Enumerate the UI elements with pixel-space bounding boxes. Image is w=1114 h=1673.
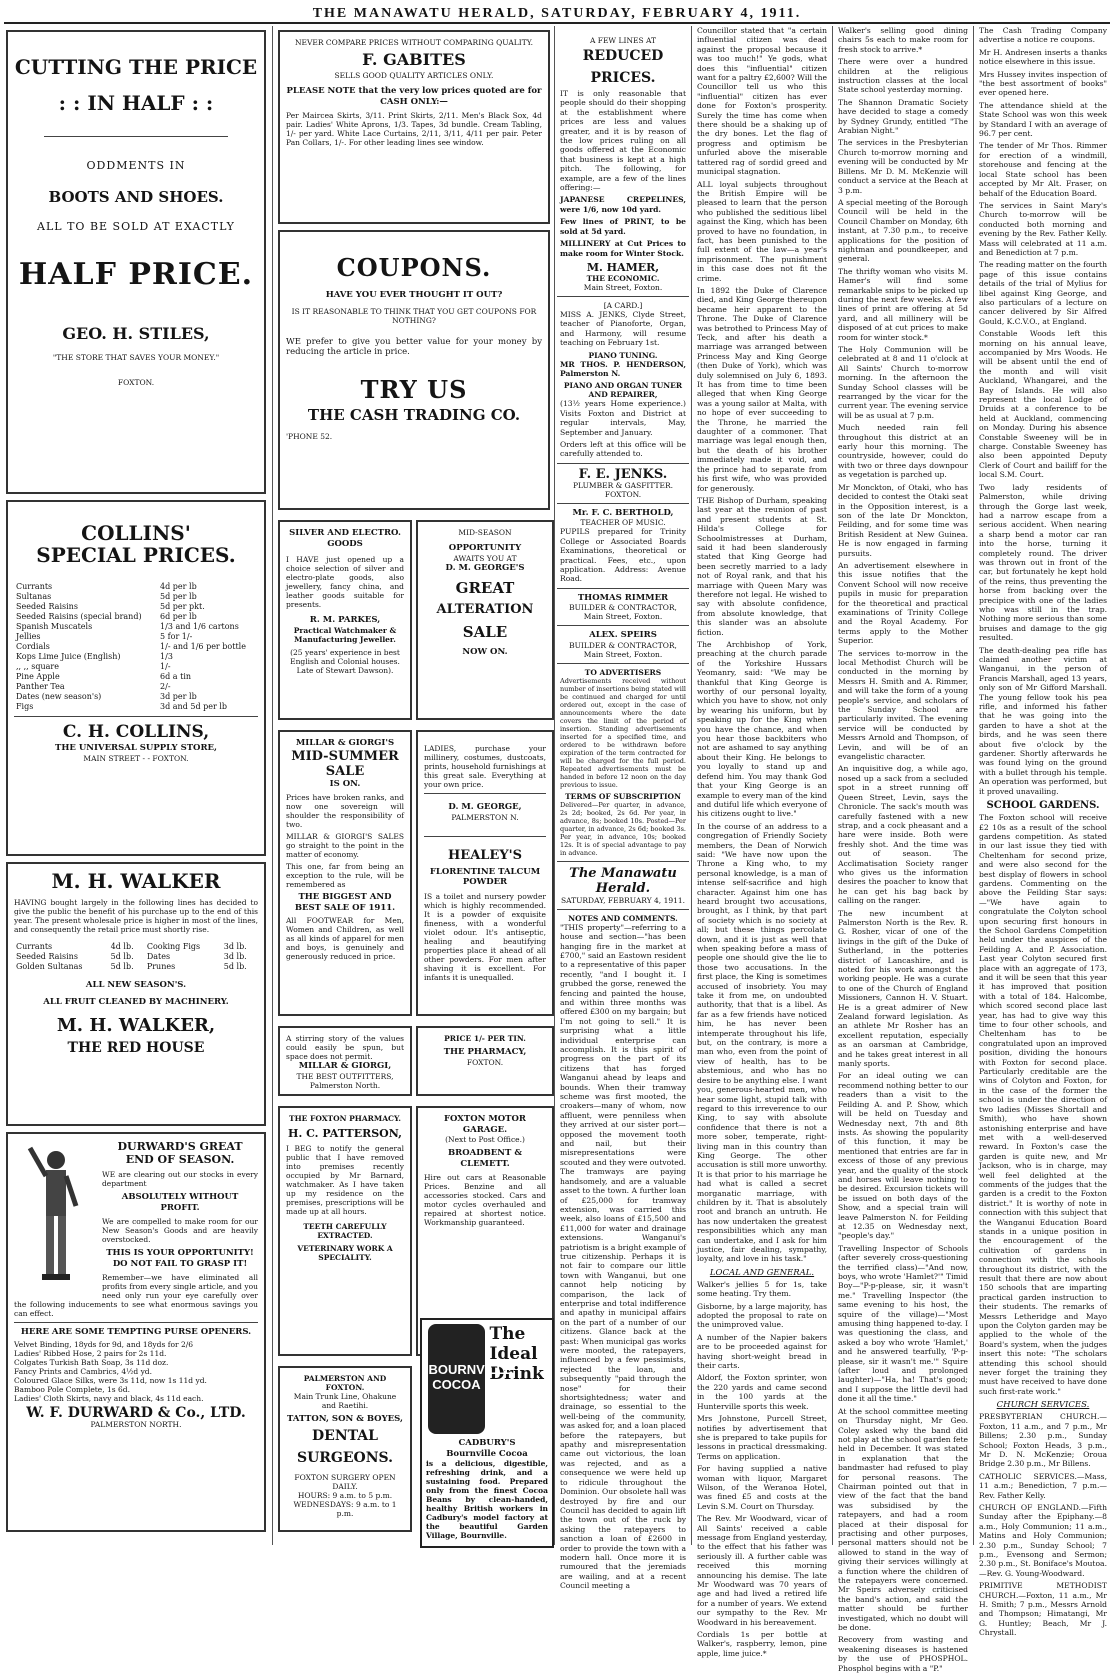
item-price: 3d per lb [160,692,197,701]
column-rule [272,26,273,1545]
text: OPPORTUNITY [448,543,522,553]
item-price: 6d a tin [160,672,192,681]
text: ABSOLUTELY WITHOUT PROFIT. [121,1192,239,1213]
divider [424,793,546,794]
article-paragraph: The Shannon Dramatic Society have decided to stage a comedy by Sydney Grundy, entitled "The Arabian Night." [838,97,968,136]
advert-body: Per Maircea Skirts, 3/11. Print Skirts, 2/11. Men's Black Sox, 4d pair. Ladies' White Aprons, 1/3. Tapes, 3d bundle. Cream Tabling, 1/- per yard. White Lace Curtains, 2/11, 3/11, 4/11 per pair. Peter Pan Collars, 1/-. For other leading lines see window. [286,111,542,147]
article-paragraph: Ladies' Cloth Skirts, navy and black, 4s 11d each. [14,1393,204,1403]
notice-body: Delivered—Per quarter, in advance, 2s 2d; booked, 2s 6d. Per year, in advance, 8s; booked 10s. Posted—Per quarter, in advance, 2s 6d; booked 3s. Per year, in advance, 10s; booked 12s. It is of special advantage to pay in advance. [560,800,686,857]
headline: REDUCED PRICES. [582,48,664,86]
item-price: 3d and 5d per lb [160,702,228,711]
item-price: 1/3 [160,652,173,661]
headline: FLORENTINE TALCUM POWDER [429,866,541,887]
item-price: 5d lb. [110,962,134,971]
address: Main Street, Foxton. [583,649,663,659]
price-row [14,962,258,972]
headline: COUPONS. [336,253,492,282]
text: NOW ON. [462,647,508,657]
slogan: "THE STORE THAT SAVES YOUR MONEY." [52,353,220,362]
text: (Next to Post Office.) [445,1135,525,1144]
text: TEACHER OF MUSIC. [580,518,666,528]
address: Main Street, Foxton. [583,282,663,292]
item-name: Prunes [146,962,176,971]
date: SATURDAY, FEBRUARY 4, 1911. [560,895,686,905]
column-3 [557,26,689,1591]
advert-body: WE are clearing out our stocks in every department [102,1170,258,1188]
headline: HERE ARE SOME TEMPTING PURSE OPENERS. [20,1327,252,1337]
article-paragraph: Fancy Prints and Cambrics, 4½d yd. [14,1366,152,1376]
section-heading: NOTES AND COMMENTS. [568,913,678,923]
advert-body: A stirring story of the values could easily be spun, but space does not permit. [286,1034,404,1061]
offer-list [14,1340,258,1403]
item-price: 3d lb. [223,942,247,951]
item-name: Spanish Muscatels [16,622,93,631]
text: BUILDER & CONTRACTOR, [569,640,677,650]
section-heading: SCHOOL GARDENS. [986,800,1100,812]
item-name: Golden Sultanas [16,962,83,971]
article-paragraph: Gisborne, by a large majority, has adopted the proposal to rate on the unimproved value. [697,1301,827,1330]
headline: : : IN HALF : : [58,91,214,115]
text: VETERINARY WORK A SPECIALITY. [297,1244,393,1262]
text: PIANO TUNING. [588,350,658,360]
divider [557,588,689,589]
divider [557,463,689,464]
article-paragraph: An advertisement elsewhere in this issue notifies that the Convent School will now receive pupils in music for preparation for the theoretical and practical examinations of Trinity College and the Royal Academy. For terms apply to the Mother Superior. [838,560,968,646]
price-row [14,622,258,632]
section-heading: CHURCH SERVICES. [996,1400,1090,1411]
headline: COLLINS' [81,521,191,545]
text: THE ECONOMIC. [586,273,660,283]
divider [557,909,689,910]
text: ODDMENTS IN [86,159,186,172]
text: THE BEST OUTFITTERS, Palmerston North. [296,1071,394,1090]
brand-label: BOURNVILLE COCOA [428,1362,513,1392]
item-name: Seeded Raisins (special brand) [16,612,142,621]
article-paragraph: The Holy Communion will be celebrated at 8 and 11 o'clock at All Saints' Church to-morrow morning. In the afternoon the Sunday School classes will be rearranged by the vicar for the current year. The evening service will be as usual at 7 p.m. [838,345,968,420]
price: PRICE 1/- PER TIN. [444,1034,526,1043]
advertiser-name: F. E. JENKS. [578,466,668,482]
item-price: 3d lb. [223,952,247,961]
slogan: Drink [489,1364,544,1384]
text: IS IT REASONABLE TO THINK THAT YOU GET COUPONS FOR NOTHING? [291,306,537,325]
parkes-advert [278,520,412,720]
text: THIS IS YOUR OPPORTUNITY! DO NOT FAIL TO GRASP IT! [106,1248,254,1269]
article-paragraph: CATHOLIC SERVICES.—Mass, 11 a.m.; Benediction, 7 p.m.—Rev. Father Kelly. [979,1471,1107,1500]
text: Practical Watchmaker & Manufacturing Jeweller. [293,625,397,644]
price-row [14,662,258,672]
item-price: 4d lb. [110,942,134,951]
item-name: Pine Apple [16,672,60,681]
article-paragraph: Bamboo Pole Complete, 1s 6d. [14,1384,130,1394]
advert-body: MILLAR & GIORGI'S SALES go straight to the point in the matter of economy. [286,832,404,859]
headline: SALE [462,623,508,641]
article-paragraph: Walker's jellies 5 for 1s, take some heating. Try them. [697,1279,827,1299]
phone: 'PHONE 52. [286,431,333,441]
advertiser-name: D. M. GEORGE, [448,802,522,812]
advert-body: All FOOTWEAR for Men, Women and Children, as well as all kinds of apparel for men and boys, is genuinely and generously reduced in price. [286,916,404,961]
article-paragraph: An inquisitive dog, a while ago, nosed up a sack from a secluded spot in a street running off Queen Street, Levin, says the Chronicle. The sack's mouth was carefully fastened with a new strap, and a cock pheasant and a hare were inside. Both were freshly shot. And the time was out of season. The Acclimatisation Society ranger who gives us the information desires the poacher to know that he can get his bag back by calling on the ranger. [838,764,968,906]
cadbury-advert [420,1318,554,1548]
article-paragraph: The tender of Mr Thos. Rimmer for erection of a windmill, storehouse and fencing at the local State school has been accepted by Mr Alt. Fraser, on behalf of the Education Board. [979,141,1107,198]
item-name: Dates (new season's) [16,692,102,701]
offer: Few lines of PRINT, to be sold at 5d yard. [560,217,686,236]
divider [14,1322,258,1323]
column-6 [976,26,1110,1638]
brand-name: CADBURY'S [458,1438,516,1448]
text: MID-SEASON [458,528,512,537]
price-list [14,582,258,712]
article-paragraph: Coloured Glace Silks, were 3s 11d, now 1s 11d yd. [14,1375,207,1385]
text: PALMERSTON AND FOXTON. [303,1374,387,1392]
article-paragraph: There were over a hundred children at the religious instruction classes at the local State school yesterday morning. [838,57,968,95]
article-paragraph: Recovery from wasting and weakening diseases is hastened by the use of PHOSPHOL. Phosphol begins with a "P." [838,1635,968,1673]
town: FOXTON. [604,489,642,499]
article-paragraph: At the school committee meeting on Thursday night, Mr Geo. Coley asked why the band did not play at the school garden fete held in December. It was stated in explanation that the bandmaster had refused to play for personal reasons. The Chairman pointed out that in view of the fact that the band was subsidised by the ratepayers, and had a room placed at their disposal for practising and other purposes, personal matters should not be allowed to stand in the way of giving their services willingly at a function where the children of the ratepayers were concerned. Mr Speirs adversely criticised the band's action, and said the matter should be further investigated, which no doubt will be done. [838,1406,968,1633]
advertiser-name: M. H. WALKER, [56,1015,216,1036]
offer: MILLINERY at Cut Prices to make room for Winter Stock. [560,239,686,258]
masthead [4,2,1110,24]
headline: GREAT [455,579,515,597]
store-name: THE UNIVERSAL SUPPLY STORE, [55,743,217,753]
advert-body: WE prefer to give you better value for your money by reducing the article in price. [286,336,542,357]
advert-body: IT is only reasonable that people should do their shopping at the establishment where prices are less and values greater, and it is by reason of the low prices ruling on all goods offered at the Economic that business is kept at a high pitch. The following, for example, are a few of the lines offering:— [560,89,686,193]
address: Main Street, Foxton. [583,612,663,622]
column-1 [4,26,268,1545]
advert-body: Prices have broken ranks, and now one sovereign will shoulder the responsibility of two. [286,793,404,829]
address: MAIN STREET - - FOXTON. [83,753,189,763]
church-services-list [976,1412,1110,1637]
divider [557,663,689,664]
item-name: Dates [146,952,171,961]
headline: M. H. WALKER [51,869,221,893]
text: AWAITS YOU AT [453,553,517,563]
article-paragraph: A special meeting of the Borough Council will be held in the Council Chamber on Monday, 6th instant, at 7.30 p.m., to receive applications for the position of nightman and poundkeeper, and general. [838,197,968,264]
text: TO ADVERTISERS [584,667,662,677]
advertiser-name: H. C. PATTERSON, [288,1127,402,1140]
article-paragraph: CHURCH OF ENGLAND.—Fifth Sunday after the Epiphany.—8 a.m., Holy Communion; 11 a.m., Matins and Holy Communion; 2.30 p.m., Sunday School; 7 p.m., Evensong and Sermon; 2.30 p.m., St. Boniface's Moutoa.—Rev. G. Young-Woodward. [979,1502,1107,1578]
advert-body: PUPILS prepared for Trinity College or Associated Boards Examinations, theoretical or practical. Fees, etc., upon application. Address: Avenue Road. [560,527,686,584]
divider [14,716,258,717]
text: BUILDER & CONTRACTOR, [569,603,677,613]
headline: SILVER AND ELECTRO. GOODS [289,528,401,549]
article-paragraph: Two lady residents of Palmerston, while driving through the Gorge last week, had a narrow escape from a serious accident. When nearing a sharp bend a motor car ran into the horse, turning it completely round. The driver was thrown out in front of the car, but fortunately he kept hold of the reins, thus preventing the horse from backing over the precipice with one of the ladies who was still in the trap. Nothing more serious than some bruises and damage to the gig resulted. [979,482,1107,643]
advertiser-name: TATTON, SON & BOYES, [287,1414,403,1424]
advert-body: is a delicious, digestible, refreshing drink, and a sustaining food. Prepared only from the finest Cocoa Beans by clean-handed, healthy British workers in Cadbury's model factory at the beautiful Garden Village, Bournville. [426,1459,548,1540]
text: IS ON. [329,778,361,789]
item-name: Seeded Raisins [16,952,78,961]
price-row [14,682,258,692]
article-paragraph: Mr Monckton, of Otaki, who has decided to contest the Otaki seat in the Opposition interest, is a son of the late Dr Monckton, Feilding, and for some time was British Resident at New Guinea. He is now engaged in farming pursuits. [838,482,968,558]
text: ALL FRUIT CLEANED BY MACHINERY. [43,996,229,1007]
article-paragraph: The Cash Trading Company advertise a notice re coupons. [979,26,1107,45]
headline: FOXTON MOTOR GARAGE. [444,1114,526,1135]
article-paragraph: Mrs Hussey invites inspection of "the best assortment of books" ever opened here. [979,69,1107,98]
advert-body: I BEG to notify the general public that I have removed into premises recently occupied by Mr Barnard, watchmaker. As I have taken up my residence on the premises, prescriptions will be made up at all hours. [286,1144,404,1216]
article-paragraph: Travelling Inspector of Schools (after severely cross-questioning the terrified class)—"And now, boys, who wrote 'Hamlet?'" Timid Boy—"P-p-please, sir, it wasn't me." Travelling Inspector (the same evening to his host, the squire of the village)—"Most amusing thing happened to-day. I was questioning the class, and asked a boy who wrote 'Hamlet,' and he answered tearfully, 'P-p-please, sir it wasn't me.'" Squire (after loud and prolonged laughter)—"Ha, ha! That's good; and I suppose the little devil had done it all the time." [838,1243,968,1404]
item-name: Panther Tea [16,682,65,691]
item-price: 1/- [160,662,171,671]
text: TERMS OF SUBSCRIPTION [565,791,681,801]
article-paragraph: The thrifty woman who visits M. Hamer's will find some remarkable snips to be picked up during the next few weeks. A few lines of print are offering at 5d yard, and all millinery will be disposed of at cut prices to make room for winter stock.* [838,266,968,342]
town: PALMERSTON NORTH. [90,1419,182,1429]
item-price: 5d per pkt. [160,602,205,611]
durward-advert [6,1132,266,1532]
item-price: 2/- [160,682,171,691]
article-paragraph: The attendance shield at the State School was won this week by Standard I with an average of 96.7 per cent. [979,100,1107,139]
millar-giorgi-advert [278,730,412,1016]
article-paragraph: THE Bishop of Durham, speaking last year at the reunion of past and present students at St. Hilda's College for Schoolmistresses at Durham, said it had been slanderously stated that King George had been secretly married to a lady not of Royal rank, and that his marriage with Queen Mary was therefore not legal. He wished to say with absolute confidence, from absolute knowledge, that this slander was an absolute fiction. [697,495,827,637]
headline: ALTERATION [436,602,534,617]
dental-advert [278,1366,412,1532]
text: Main Trunk Line, Ohakune and Raetihi. [293,1392,397,1410]
article-paragraph: The reading matter on the fourth page of this issue contains details of the trial of Mylius for libel against King George, and also particulars of a lecture on cancer delivered by Sir Alfred Gould, K.C.V.O., at England. [979,260,1107,326]
item-price: 4d per lb [160,582,197,591]
article-paragraph: For having supplied a native woman with liquor, Margaret Wilson, of the Weranoa Hotel, was fined £5 and costs at the Levin S.M. Court on Thursday. [697,1464,827,1511]
advertiser-name: ALEX. SPEIRS [589,630,657,641]
price-row [14,652,258,662]
text: NEVER COMPARE PRICES WITHOUT COMPARING QUALITY. [294,38,534,47]
gabites-advert [278,30,550,224]
text: SELLS GOOD QUALITY ARTICLES ONLY. [334,71,494,80]
article-paragraph: The death-dealing pea rifle has claimed another victim at Wanganui, in the person of Francis Marshall, aged 13 years, only son of Mr Gifford Marshall. The young fellow took his pea rifle, and informed his father that he was going into the garden to have a shot at the birds, and he was seen there about five o'clock by the gardener. Shortly afterwards he was found lying on the ground with a bullet through his temple. An operation was performed, but it proved unavailing. [979,645,1107,796]
article-paragraph: Colgates Turkish Bath Soap, 3s 11d doz. [14,1357,169,1367]
advertiser-name: Mr. F. C. BERTHOLD, [572,507,674,518]
town: FOXTON. [117,378,155,387]
article-paragraph: ALL loyal subjects throughout the British Empire will be pleased to learn that the person who published the seditious libel against the King, which has been proved to have no foundation, in fact, has been punished to the full extent of the law—a year's imprisonment. The punishment in this case does not fit the crime. [697,179,827,283]
item-name: Currants [16,582,53,591]
headline: DURWARD'S GREAT END OF SEASON. [117,1140,243,1166]
price-list [14,942,258,972]
collins-advert [6,500,266,856]
price-row [14,602,258,612]
advert-body: Hire out cars at Reasonable Prices. Benzine and all accessories stocked. Cars and motor cycles overhauled and repaired at shortest notice. Workmanship guaranteed. [424,1173,546,1227]
text: HAVE YOU EVER THOUGHT IT OUT? [325,290,503,300]
headline: MID-SUMMER SALE [291,748,399,779]
article-paragraph: Ladies' Ribbed Hose, 2 pairs for 2s 11d. [14,1348,167,1358]
price-row [14,952,258,962]
price-row [14,632,258,642]
slogan: Ideal [489,1344,538,1364]
article-paragraph: The Archbishop of York, preaching at the church parade of the Yorkshire Hussars Yeomanry, said: "We may be thankful that King George is worthy of our personal loyalty, which you have to show, not only by wearing his uniform, but by speaking up for the King when you have the chance, and when you hear those backbiters who not are ashamed to say anything about their King. He belongs to you loyally to stand up and defend him. You may thank God that your King George is an example to every man of the kind and dutiful life which everyone of his citizens ought to live." [697,640,827,819]
article-paragraph: The new incumbent at Palmerston North is the Rev. R. G. Rosher, vicar of one of the livings in the gift of the Duke of Sutherland, in the potteries district of Lancashire, and is noted for his work amongst the working people. He was a curate to one of the Church of England Missioners, Cannon H. V. Stuart. He is a great admirer of New Zealand forward legislation. As an athlete Mr Rosher has an excellent reputation, especially as an oarsman at Cambridge, and he takes great interest in all manly sports. [838,908,968,1069]
advert-body: This one, far from being an exception to the rule, will be remembered as [286,862,404,889]
stiles-advert [6,30,266,494]
advertiser-name: MILLAR & GIORGI'S [295,738,395,748]
item-price: 5d per lb [160,592,197,601]
advertiser-name: C. H. COLLINS, [62,722,210,742]
headline: HALF PRICE. [18,257,254,292]
column-4 [694,26,830,1658]
advertiser-name: W. F. DURWARD & Co., LTD. [26,1404,246,1421]
advertiser-name: MILLAR & GIORGI, [298,1061,392,1071]
article-paragraph: Mrs Johnstone, Purcell Street, notifies by advertisement that she is prepared to take pupils for lessons in practical dressmaking. Terms on application. [697,1414,827,1461]
price-row [14,612,258,622]
soldier-illustration [16,1142,96,1292]
item-name: Jellies [16,632,41,641]
text: TEETH CAREFULLY EXTRACTED. [303,1222,387,1240]
george-advert-continued [416,730,554,1016]
advert-row [276,1022,552,1102]
headline: DENTAL SURGEONS. [296,1427,394,1466]
advertiser-name: GEO. H. STILES, [62,324,210,343]
price-row [14,642,258,652]
advertiser-name: D. M. GEORGE'S [445,562,525,573]
divider [424,836,546,837]
price-row [14,942,258,952]
item-price: 5 for 1/- [160,632,193,641]
item-name: Kops Lime Juice (English) [16,652,121,661]
patterson-advert [278,1106,412,1356]
article-paragraph: Councillor stated that "a certain influential citizen was dead against the proposal because it was too much!" Ye gods, what does this "influential" citizen want for a paltry £2,600? Will the Councillor tell us who this "influential" citizen has ever done for Foxton's prosperity. Surely the time has come when there should be a shaking up of the dry bones. Let the flag of progress and optimism be unfurled above the miserable tattered rag of sordid greed and municipal stagnation. [697,26,827,177]
article-paragraph: PRESBYTERIAN CHURCH.—Foxton, 11 a.m., and 7 p.m., Mr Billens; 2.30 p.m., Sunday School; Foxton Heads, 3 p.m., Mr D. N. McKenzie; Oroua Bridge 2.30 p.m., Mr Billens. [979,1412,1107,1469]
item-price: 5d lb. [223,962,247,971]
headline: SPECIAL PRICES. [36,543,236,567]
advertiser-name: THE CASH TRADING CO. [307,405,521,424]
price-row [14,582,258,592]
advert-body: IS a toilet and nursery powder which is highly recommended. It is a powder of exquisite fineness, with a wonderful violet odour. It's antiseptic, healing and beautifying properties place it ahead of all other powders. For men after shaving it is excellent. For infants it is unequalled. [424,891,546,982]
item-price: 1/3 and 1/6 cartons [160,622,239,631]
divider [557,296,689,297]
advertiser-name: THE PHARMACY, [443,1047,527,1057]
town: PALMERSTON N. [451,812,519,822]
article [835,26,971,1673]
text: PLEASE NOTE that the very low prices quoted are for CASH ONLY:— [286,86,542,107]
article-paragraph: The Foxton school will receive £2 10s as a result of the school gardens competition. As stated in our last issue they tied with Cheltenham for second prize, and were also second for the best display of flowers in school gardens. Commenting on the above the Feilding Star says:—"We have again to congratulate the Colyton school upon securing first honours in the School Gardens Competition held under the auspices of the Feilding A. and P. Association. Last year Colyton secured first place with an aggregate of 173, and it will be seen that this year it has improved that position with a total of 184. Halcombe, which scored second place last year, has had to give way this time to four other schools, and Cheltenham has to be congratulated upon an improved position, dividing the honours with Foxton for second place. Particularly creditable are the wins of Colyton and Foxton, for in the case of the former the school is under the direction of two ladies (Misses Shortall and Smith), who have shown astonishing enterprise and have met with a well-deserved reward. In Foxton's case the garden is quite new, and Mr Jackson, who is in charge, may well feel delighted at the comments of the judges that the garden is a credit to the Foxton district." It is worthy of note in connection with this subject that the Wanganui Education Board stands in a unique position in the encouragement of the cultivation of gardens in connection with the schools throughout its district, with the result that there are now about 150 schools that are imparting practical garden instruction to their students. The remarks of Messrs Letheridge and Mayo upon the Colyton garden may be applied to the whole of the Board's system, when the judges insert this note: "The scholars attending this school should never forget the training they must have received to have done such first-rate work." [979,813,1107,1396]
product-name: Bournville Cocoa [446,1448,528,1459]
item-name: Cordials [16,642,50,651]
article-paragraph: Much needed rain fell throughout this district at an early hour this morning. The countryside, however, could do with two or three days downpour as vegetation is parched up. [838,423,968,480]
item-name: Currants [16,942,53,951]
newspaper-title: The Manawatu Herald. [569,865,677,896]
hours: HOURS: 9 a.m. to 5 p.m. [297,1490,393,1500]
advert-body: I HAVE just opened up a choice selection of silver and electro-plate goods, also jewellery, fancy china, and leather goods suitable for presents. [286,555,404,609]
millar-giorgi-footer [278,1026,412,1096]
price-row [14,672,258,682]
advertiser-name: THOMAS RIMMER [577,592,669,603]
article-paragraph: Velvet Binding, 18yds for 9d, and 18yds for 2/6 [14,1339,194,1349]
article-paragraph: In the course of an address to a congregation of Friendly Society members, the Dean of Norwich said: "We have now upon the Throne a King who, to my personal knowledge, is a man of intense self-sacrifice and high character. Against him one has heard brought two accusations, brought, as I think, by that part of society which is no society at all; but these things percolate down, and it is just as well that when speaking before a mass of people one should give the lie to those two accusations. In the first place, the King is sometimes accused of insobriety. You may take it from me, on undoubted authority, that that is a libel. As far as a few friends have noticed him, he has never been intemperate throughout his life, but, on the contrary, is more a man who, even from the point of view of health, has to be abstemious, and who has no desire to be anything else. I want you, generous-hearted men, who hear some light, stupid talk with regard to this irreverence to our King, to say with absolute confidence that there is not a more sober, temperate, right-living man in this country than King George. The other accusation is still more unworthy. It is that prior to his marriage he had what is called a secret morganatic marriage, with children by it. That is absolutely root and branch an untruth. He has now undertaken the greatest responsibilities which any man can undertake, and I ask for him justice, fair dealing, sympathy, loyalty, and love in his task." [697,821,827,1264]
text: FOXTON SURGERY OPEN DAILY. [294,1472,396,1491]
article-paragraph: Constable Woods left this morning on his annual leave, accompanied by Mrs Woods. He will be absent until the end of the month and will visit Auckland, Whangarei, and the Bay of Islands. He will also represent the local Lodge of Druids at a conference to be held at Auckland, commencing on Monday. During his absence Constable Sweeney will be in charge. Constable Sweeney has also been appointed Deputy Clerk of Court and bailiff for the local S.M. Court. [979,329,1107,480]
column-rule [691,26,692,1545]
advert-body: HAVING bought largely in the following lines has decided to give the public the benefit of his purchase up to the end of this year. The present wholesale price is higher in most of the lines, and consequently the retail price must shortly rise. [14,898,258,934]
advert-body: Orders left at this office will be carefully attended to. [560,439,686,459]
article-paragraph: PRIMITIVE METHODIST CHURCH.—Foxton, 11 a.m., Mr H. Smith; 7 p.m., Messrs Arnold and Thompson; Himatangi, Mr G. Huntley; Beach, Mr J. Chrystall. [979,1581,1107,1638]
advertiser-name: R. M. PARKES, [309,615,381,625]
article-paragraph: The Rev. Mr Woodward, vicar of All Saints' received a cable message from England yesterday, to the effect that his father was seriously ill. A further cable was received this morning announcing his demise. The late Mr Woodward was 70 years of age and had lived a retired life for a number of years. We extend our sympathy to the Rev. Mr Woodward in his bereavement. [697,1514,827,1627]
text: (25 years' experience in best English and Colonial houses. Late of Stewart Dawson). [290,647,400,675]
cadbury-top [422,1320,552,1438]
headline: CUTTING THE PRICE [14,55,258,79]
text: A FEW LINES AT [589,36,657,45]
notice-body: Advertisements received without number of insertions being stated will be continued and charged for until ordered out, except in the case of announcements where the date covers the limit of the period of insertion. Standing advertisements inserted for a specified time, and ordered to be withdrawn before expiration of the term contracted for will be charged for the full period. Repeated advertisements must be handed in before 12 noon on the day previous to issue. [560,676,686,789]
soldier-icon [16,1142,96,1292]
advert-body: MISS A. JENKS, Clyde Street, teacher of Pianoforte, Organ, and Harmony, will resume teaching on February 1st. [560,309,686,348]
article [557,923,689,1591]
article-paragraph: Mr H. Andresen inserts a thanks notice elsewhere in this issue. [979,47,1107,67]
advertiser-name: F. GABITES [362,50,466,69]
column-rule [832,26,833,1545]
headline: HEALEY'S [448,847,522,863]
item-name: ,, ,, square [16,662,59,671]
text: BOOTS AND SHOES. [48,188,224,206]
article-paragraph: For an ideal outing we can recommend nothing better to our readers than a visit to the Feilding A. and P. Show, which will be held on Tuesday and Wednesday next, 7th and 8th insts. As showing the popularity of this function, it may be mentioned that entries are far in excess of those of any previous year, and the quality of the stock and horses will leave nothing to be desired. Excursion tickets will be issued on both days of the Show, and a special train will leave Palmerston N. for Feilding at 12.35 on Wednesday next, "people's day." [838,1071,968,1241]
item-name: Cooking Figs [146,942,201,951]
masthead-title: THE MANAWATU HERALD, SATURDAY, FEBRUARY 4, 1911. [312,6,802,21]
offer: JAPANESE CREPELINES, were 1/6, now 10d yard. [560,195,686,214]
advertiser-name: M. HAMER, [586,260,660,274]
price-row [14,702,258,712]
article-paragraph: Cordials 1s per bottle at Walker's, raspberry, lemon, pine apple, lime juice.* [697,1630,827,1658]
article [694,26,830,1264]
article-paragraph: The services in the Presbyterian Church to-morrow morning and evening will be conducted by Mr Billens. Mr D. M. McKenzie will conduct a service at the Beach at 3 p.m. [838,138,968,195]
slogan-block [489,1324,545,1434]
article-paragraph: In 1892 the Duke of Clarence died, and King George thereupon became heir apparent to the Throne. The Duke of Clarence was betrothed to Princess May of Teck, and after his death a marriage was arranged between Princess May and King George (then Duke of York), which was duly solemnised on July 6, 1893. It has from time to time been alleged that when King George was a young sailor at Malta, with no hope of ever succeeding to the Throne, he married the daughter of a commoner. That marriage was legal enough then, but the death of his brother immediately made it void, and the prince had to separate from his first wife, who was provided for generously. [697,285,827,493]
column-rule [973,26,974,1545]
walker-advert [6,862,266,1126]
divider [44,136,228,137]
george-advert [416,520,554,720]
text: PIANO AND ORGAN TUNER AND REPAIRER, [563,381,683,400]
article-paragraph: The services to-morrow in the local Methodist Church will be conducted in the morning by Messrs H. Smith and A. Rimmer, and will take the form of a young people's service, and scholars of the Sunday School are particularly invited. The evening service will be conducted by Messrs Arnold and Thompson, of Levin, and will be of an evangelistic character. [838,648,968,762]
town: FOXTON. [466,1057,504,1067]
cash-trading-advert [278,230,550,510]
column-rule [554,26,555,1545]
item-price: 5d lb. [110,952,134,961]
article [976,26,1110,796]
advert-body: LADIES, purchase your millinery, costumes, dustcoats, prints, household furnishings at this great sale. Everything at your own price. [424,744,546,789]
divider [557,861,689,862]
advertiser-name: BROADBENT & CLEMETT. [447,1148,522,1169]
divider [557,503,689,504]
headline: TRY US [360,374,468,404]
item-price: 1/- and 1/6 per bottle [160,642,246,651]
article [694,1280,830,1658]
article-paragraph: "THIS property"—referring to a house and section—"has been hanging fire in the market at £700," said an Eastown resident to a representative of this paper recently, "and I bought it. I grubbed the gorse, renewed the fencing and painted the house, and within three months was offered £300 on my bargain; but I'm not going to sell." It is surprising what a little individual enterprise can accomplish. It is this spirit of progress on the part of its citizens that has forged Wanganui ahead by leaps and bounds. When their tramway scheme was first mooted, the croakers—many of whom, now affluent, were penniless when they arrived at our sister port—opposed the movement tooth and nail, but their misrepresentations were scouted and they were outvoted. The tramways are paying handsomely, and are a valuable asset to the town. A further loan of £25,000 for tramway extension, was carried this week, also loans of £15,500 and £11,000 for water and drainage extensions. Wanganui's patriotism is a bright example of true citizenship. Perhaps it is not fair to compare our little town with Wanganui, but one cannot help noticing by comparison, the lack of enterprise and total indifference and apathy in municipal affairs on the part of a number of our citizens. Glance back at the past: When municipal gas works were mooted, the ratepayers, influenced by a few pessimists, rejected the loan, and subsequently "paid through the nose" for their shortsightedness; water and drainage, so essential to the well-being of the community, was asked for, and a loan placed before the ratepayers, but apathy and misrepresentation came out victorious, the loan was rejected, and as a consequence we were held up to ridicule throughout the Dominion. Our obsolete hall was destroyed by fire and our Council has decided to again lift the town out of the ruck by asking the ratepayers to sanction a loan of £2600 in order to provide the town with a modern hall. Once more it is rumoured that the jeremiads are wailing, and at a recent Council meeting a [560,922,686,1591]
divider [557,625,689,626]
article-paragraph: The services in Saint Mary's Church to-morrow will be conducted both morning and evening by the Rev. Father Kelly. Mass will celebrated at 11 a.m. and Benediction at 7 p.m. [979,200,1107,257]
store-name: THE RED HOUSE [67,1040,205,1056]
healey-advert-footer [416,1026,554,1096]
advertiser-name: MR THOS. P. HENDERSON, Palmerston N. [560,359,686,378]
advert-row [276,726,552,1022]
advert-body: (13½ years Home experience.) Visits Foxton and District at regular intervals, May, September and January. [560,399,686,437]
article-paragraph: Aldorf, the Foxton sprinter, won the 220 yards and came second in the 100 yards at the Hunterville sports this week. [697,1373,827,1411]
text: THE FOXTON PHARMACY. [289,1114,401,1123]
hours: WEDNESDAYS: 9 a.m. to 1 p.m. [293,1499,397,1518]
column-5 [835,26,971,1673]
slogan: The [489,1324,526,1344]
item-name: Sultanas [16,592,52,601]
price-row [14,692,258,702]
text: PLUMBER & GASFITTER. [572,480,674,490]
headline: THE BIGGEST AND BEST SALE OF 1911. [294,892,396,913]
price-row [14,592,258,602]
text: [A CARD.] [603,300,643,310]
item-price: 6d per lb [160,612,197,621]
item-name: Figs [16,702,34,711]
article-paragraph: A number of the Napier bakers are to be proceeded against for having short-weight bread in their carts. [697,1332,827,1371]
text: ALL NEW SEASON'S. [85,980,187,990]
article-paragraph: Walker's selling good dining chairs 5s each to make room for fresh stock to arrive.* [838,26,968,54]
advert-body: Remember—we have eliminated all profits from every single article, and you need only run your eye carefully over the following inducements to see what enormous savings you can effect. [14,1273,258,1318]
advert-row [276,516,552,726]
section-heading: LOCAL AND GENERAL. [709,1267,815,1278]
item-name: Seeded Raisins [16,602,78,611]
text: ALL TO BE SOLD AT EXACTLY [37,220,235,233]
advert-body: We are compelled to make room for our New Season's Goods and are heavily overstocked. [102,1217,258,1244]
